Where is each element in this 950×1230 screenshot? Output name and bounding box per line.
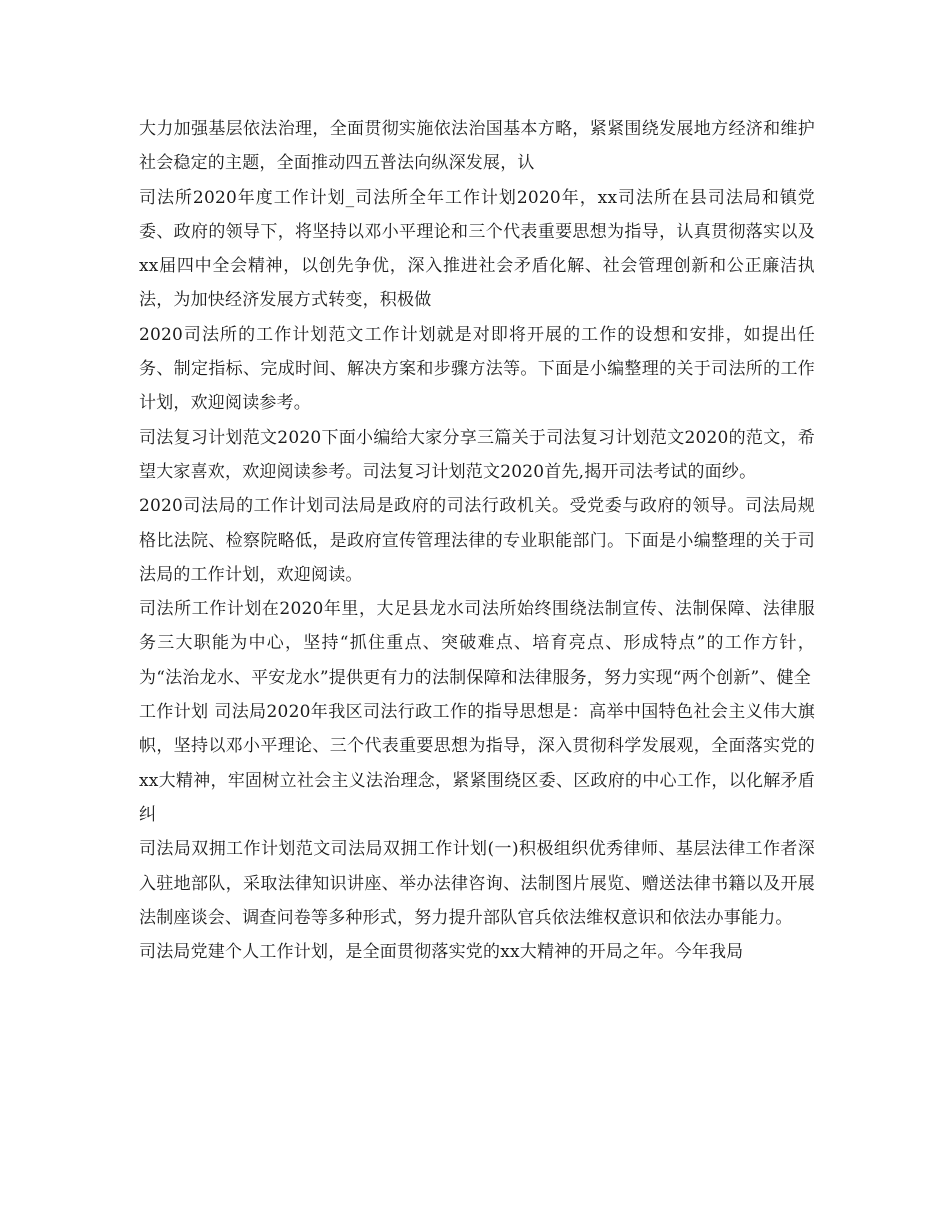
paragraph: 2020司法所的工作计划范文工作计划就是对即将开展的工作的设想和安排，如提出任务、制定指标、完成时间、解决方案和步骤方法等。下面是小编整理的关于司法所的工作计划，欢迎阅读参考。	[139, 324, 815, 414]
paragraph: 司法所2020年度工作计划_司法所全年工作计划2020年，xx司法所在县司法局和镇党委、政府的领导下，将坚持以邓小平理论和三个代表重要思想为指导，认真贯彻落实以及xx届四中全会精神，以创先争优，深入推进社会矛盾化解、社会管理创新和公正廉洁执法，为加快经济发展方式转变，积极做	[139, 187, 815, 311]
paragraph: 司法局党建个人工作计划，是全面贯彻落实党的xx大精神的开局之年。今年我局	[139, 942, 744, 963]
paragraph: 大力加强基层依法治理，全面贯彻实施依法治国基本方略，紧紧围绕发展地方经济和维护社会稳定的主题，全面推动四五普法向纵深发展，认	[139, 119, 815, 174]
paragraph: 司法复习计划范文2020下面小编给大家分享三篇关于司法复习计划范文2020的范文，希望大家喜欢，欢迎阅读参考。司法复习计划范文2020首先,揭开司法考试的面纱。	[139, 427, 815, 482]
document-body	[139, 112, 815, 969]
paragraph: 2020司法局的工作计划司法局是政府的司法行政机关。受党委与政府的领导。司法局规格比法院、检察院略低，是政府宣传管理法律的专业职能部门。下面是小编整理的关于司法局的工作计划，欢迎阅读。	[139, 496, 815, 585]
paragraph: 工作计划 司法局2020年我区司法行政工作的指导思想是：高举中国特色社会主义伟大旗帜，坚持以邓小平理论、三个代表重要思想为指导，深入贯彻科学发展观，全面落实党的xx大精神，牢固树立社会主义法治理念，紧紧围绕区委、区政府的中心工作，以化解矛盾纠	[139, 702, 815, 825]
paragraph: 司法所工作计划在2020年里，大足县龙水司法所始终围绕法制宣传、法制保障、法律服务三大职能为中心，坚持“抓住重点、突破难点、培育亮点、形成特点”的工作方针，为“法治龙水、平安龙水”提供更有力的法制保障和法律服务，努力实现“两个创新”、健全	[139, 599, 815, 688]
paragraph: 司法局双拥工作计划范文司法局双拥工作计划(一)积极组织优秀律师、基层法律工作者深入驻地部队，采取法律知识讲座、举办法律咨询、法制图片展览、赠送法律书籍以及开展法制座谈会、调查问卷等多种形式，努力提升部队官兵依法维权意识和依法办事能力。	[139, 839, 815, 928]
